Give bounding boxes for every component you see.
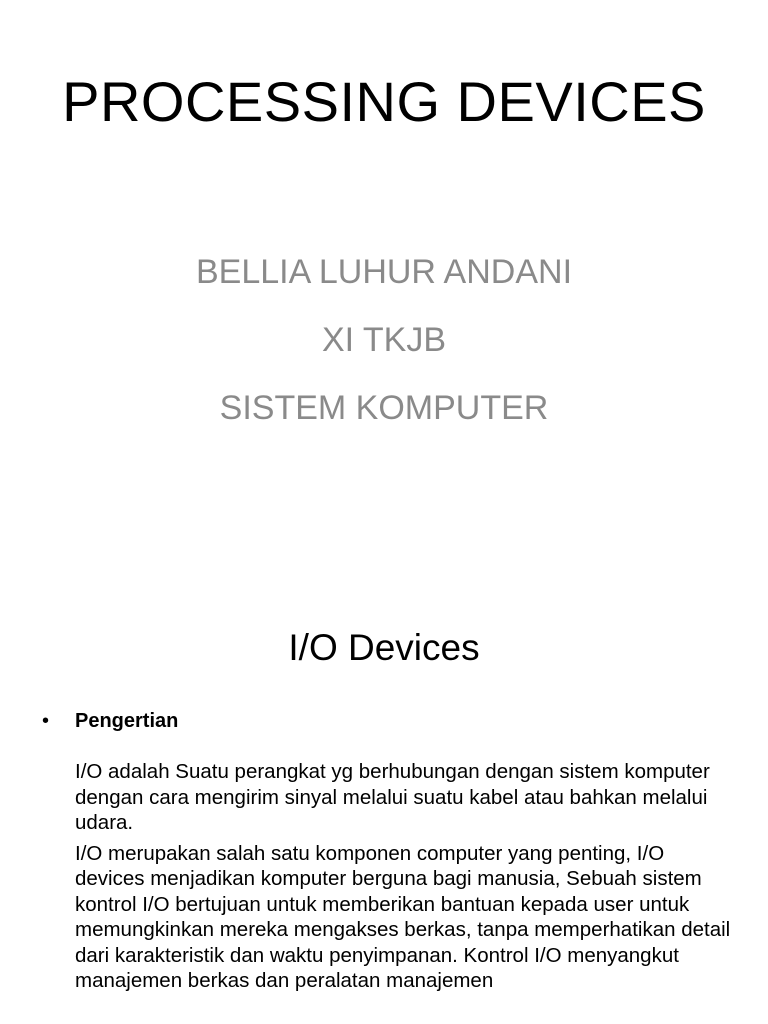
paragraph: I/O merupakan salah satu komponen computer yang penting, I/O devices menjadikan komputer berguna bagi manusia, Sebuah sistem kontrol I/O bertujuan untuk memberikan bantuan kepada user untuk memungkinkan mereka mengakses berkas, tanpa memperhatikan detail dari karakteristik dan waktu penyimpanan. Kontrol I/O menyangkut manajemen berkas dan peralatan manajemen: [75, 841, 731, 992]
bullet-icon: •: [42, 710, 50, 732]
paragraph: I/O adalah Suatu perangkat yg berhubungan dengan sistem komputer dengan cara mengirim sinyal melalui suatu kabel atau bahkan melalui udara.: [75, 760, 710, 834]
subject-label: SISTEM KOMPUTER: [219, 389, 549, 427]
bullet-heading: Pengertian: [75, 710, 179, 732]
bullet-item: [42, 708, 732, 734]
slide-body: [42, 708, 732, 994]
io-devices-heading: I/O Devices: [288, 627, 480, 668]
class-label: XI TKJB: [321, 321, 447, 359]
slide-io-devices: [0, 576, 768, 1024]
slide-title-heading: PROCESSING DEVICES: [62, 70, 706, 133]
author-name: BELLIA LUHUR ANDANI: [195, 253, 573, 291]
slide-subtitle: [0, 238, 768, 442]
